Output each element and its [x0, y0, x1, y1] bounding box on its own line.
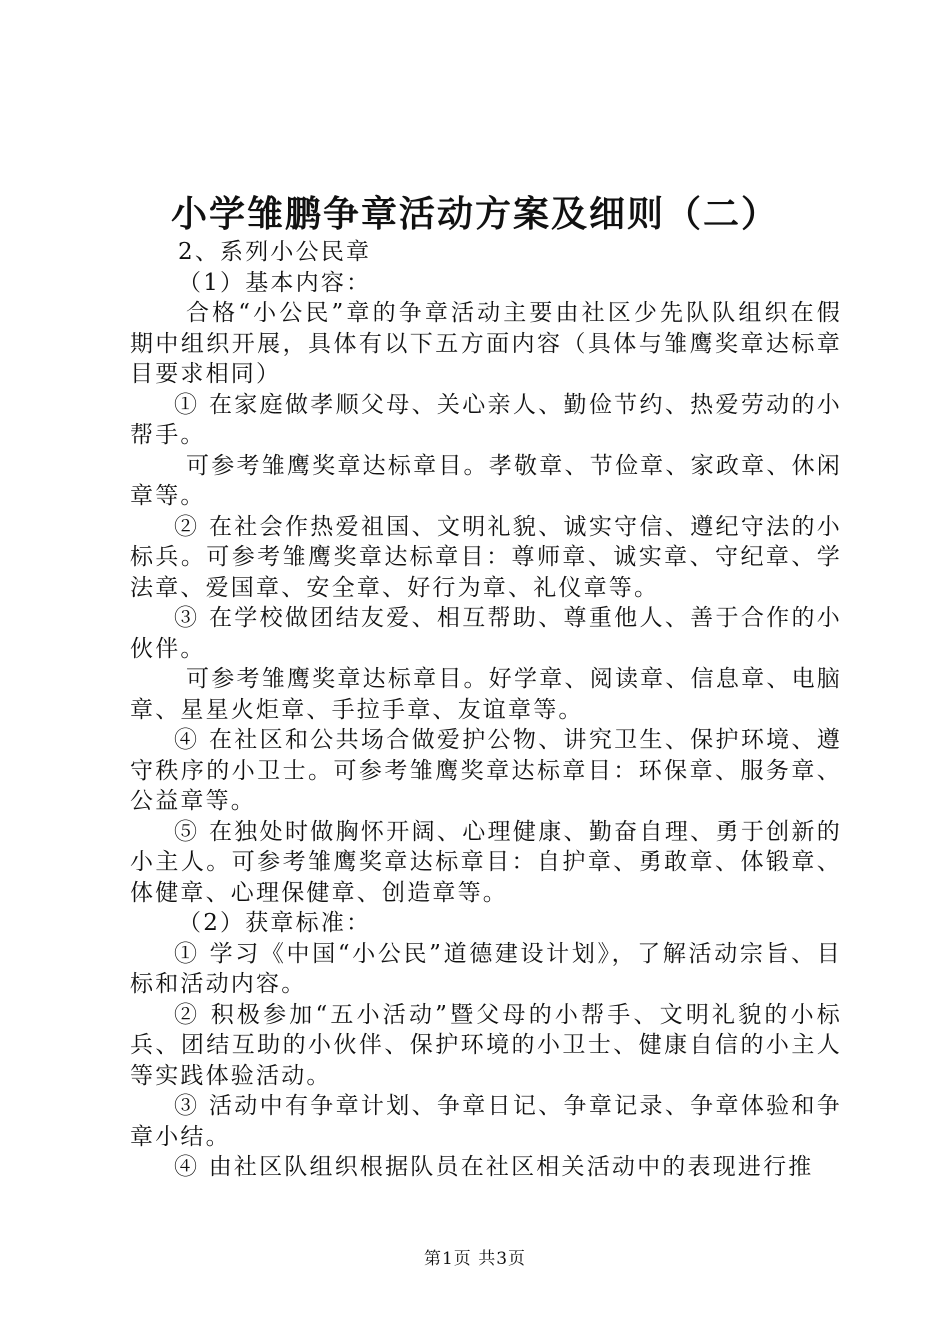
list-item: ③ 在学校做团结友爱、相互帮助、尊重他人、善于合作的小伙伴。: [130, 605, 842, 662]
list-item: ① 学习《中国“小公民”道德建设计划》，了解活动宗旨、目标和活动内容。: [130, 940, 842, 997]
list-item: ④ 由社区队组织根据队员在社区相关活动中的表现进行推: [174, 1154, 814, 1180]
list-item: ① 在家庭做孝顺父母、关心亲人、勤俭节约、热爱劳动的小帮手。: [130, 391, 842, 448]
section-heading: 2、系列小公民章: [178, 239, 372, 265]
subsection-heading: （2）获章标准：: [178, 910, 372, 936]
page-footer: 第1页 共3页: [423, 1249, 527, 1269]
document-body: [130, 237, 842, 1183]
paragraph: 可参考雏鹰奖章达标章目。好学章、阅读章、信息章、电脑章、星星火炬章、手拉手章、友谊章等。: [130, 666, 842, 723]
paragraph: 可参考雏鹰奖章达标章目。孝敬章、节俭章、家政章、休闲章等。: [130, 452, 842, 509]
subsection-heading: （1）基本内容：: [178, 269, 372, 296]
list-item: ③ 活动中有争章计划、争章日记、争章记录、争章体验和争章小结。: [130, 1093, 842, 1150]
list-item: ⑤ 在独处时做胸怀开阔、心理健康、勤奋自理、勇于创新的小主人。可参考雏鹰奖章达标章目：自护章、勇敢章、体锻章、体健章、心理保健章、创造章等。: [130, 818, 842, 906]
document-title: 小学雏鹏争章活动方案及细则（二）: [170, 193, 779, 235]
paragraph: 合格“小公民”章的争章活动主要由社区少先队队组织在假期中组织开展，具体有以下五方面内容（具体与雏鹰奖章达标章目要求相同）: [130, 300, 842, 387]
list-item: ② 在社会作热爱祖国、文明礼貌、诚实守信、遵纪守法的小标兵。可参考雏鹰奖章达标章目：尊师章、诚实章、守纪章、学法章、爱国章、安全章、好行为章、礼仪章等。: [130, 513, 842, 601]
list-item: ② 积极参加“五小活动”暨父母的小帮手、文明礼貌的小标兵、团结互助的小伙伴、保护环境的小卫士、健康自信的小主人等实践体验活动。: [130, 1001, 842, 1089]
list-item: ④ 在社区和公共场合做爱护公物、讲究卫生、保护环境、遵守秩序的小卫士。可参考雏鹰奖章达标章目：环保章、服务章、公益章等。: [130, 727, 842, 814]
